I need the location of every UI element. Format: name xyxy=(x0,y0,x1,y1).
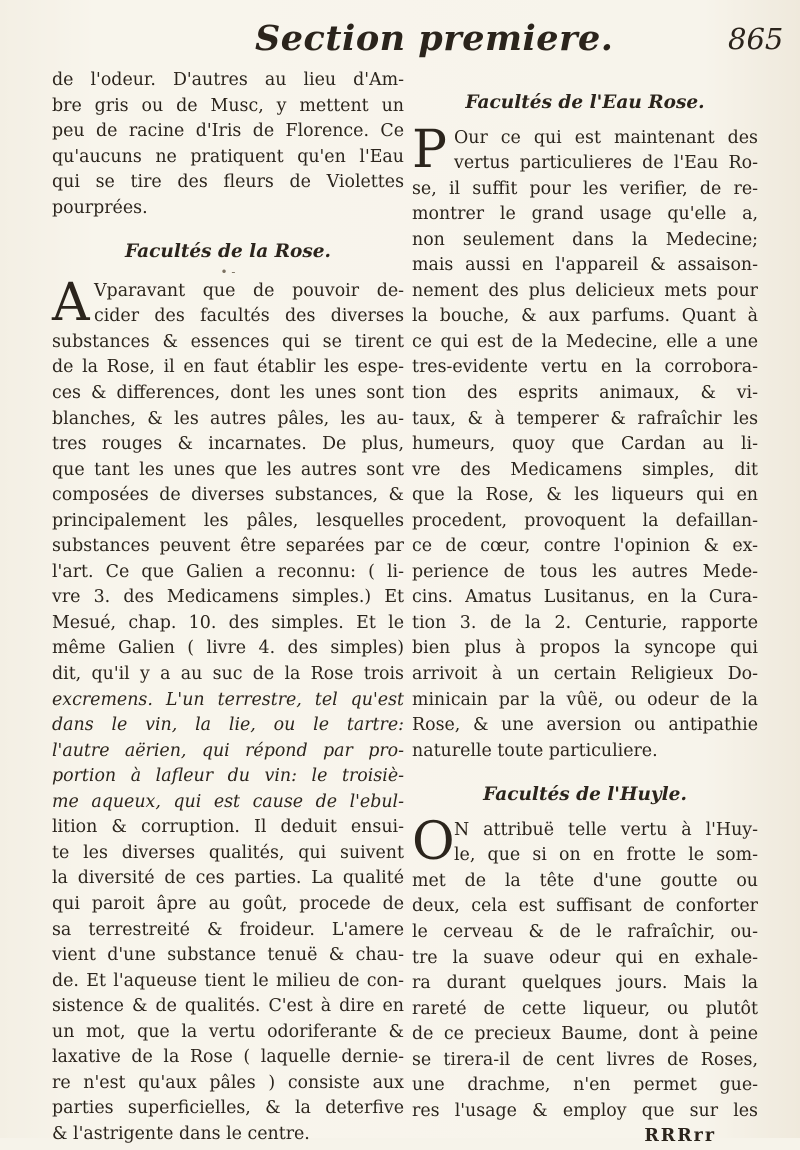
text-line: dit, qu'il y a au suc de la Rose trois xyxy=(52,664,404,685)
text-line: composées de diverses substances, & xyxy=(52,485,404,506)
text-line: vre des Medicamens simples, dit xyxy=(412,459,758,480)
text-line: de l'odeur. D'autres au lieu d'Am- xyxy=(52,70,404,90)
text-line: perience de tous les autres Mede- xyxy=(412,561,758,582)
text-line: cins. Amatus Lusitanus, en la Cura- xyxy=(412,587,758,608)
text-line: nement des plus delicieux mets pour xyxy=(412,280,758,301)
text-line: dans le vin, la lie, ou le tartre: xyxy=(52,715,404,736)
ornament-mark: • - xyxy=(220,264,236,279)
paragraph-right-2 xyxy=(412,811,758,1150)
page-number: 865 xyxy=(728,22,784,56)
text-line: peu de racine d'Iris de Florence. Ce xyxy=(52,121,404,142)
text-line: naturelle toute particuliere. xyxy=(412,740,658,761)
section-heading-huyle: Facultés de l'Huyle. xyxy=(483,784,687,806)
text-line: tre la suave odeur qui en exhale- xyxy=(412,947,758,968)
text-line: pourprées. xyxy=(52,197,148,218)
text-line: bre gris ou de Musc, y mettent un xyxy=(52,95,404,116)
paragraph-right-1 xyxy=(412,119,758,765)
text-line: ra durant quelques jours. Mais la xyxy=(412,973,758,994)
text-line: le, que si on en frotte le som- xyxy=(454,845,758,866)
left-column xyxy=(52,68,404,1147)
text-line: de la Rose, il en faut établir les espe- xyxy=(52,357,404,378)
paragraph-left-1 xyxy=(52,68,404,221)
text-line: vertus particulieres de l'Eau Ro- xyxy=(454,153,758,174)
text-line: que tant les unes que les autres sont xyxy=(52,459,404,480)
text-line: l'art. Ce que Galien a reconnu: ( li- xyxy=(52,561,404,582)
text-line: ces & differences, dont les unes sont xyxy=(52,383,404,404)
text-line: Our ce qui est maintenant des xyxy=(454,127,758,148)
text-line: bien plus à propos la syncope qui xyxy=(412,638,758,659)
text-line: me aqueux, qui est cause de l'ebul- xyxy=(52,791,404,812)
text-line: tres rouges & incarnates. De plus, xyxy=(52,434,404,455)
text-line: sistence & de qualités. C'est à dire en xyxy=(52,996,404,1017)
text-line: tres-evidente vertu en la corrobora- xyxy=(412,357,758,378)
drop-capital: P xyxy=(412,119,447,180)
text-line: tion des esprits animaux, & vi- xyxy=(412,383,758,404)
drop-capital: A xyxy=(52,272,90,333)
text-line: l'autre aërien, qui répond par pro- xyxy=(52,740,404,761)
text-line: laxative de la Rose ( laquelle dernie- xyxy=(52,1047,404,1068)
paragraph-left-2 xyxy=(52,272,404,1148)
text-line: non seulement dans la Medecine; xyxy=(412,229,758,250)
text-line: taux, & à temperer & rafraîchir les xyxy=(412,408,758,429)
text-line: substances peuvent être separées par xyxy=(52,536,404,557)
text-line: deux, cela est suffisant de conforter xyxy=(412,896,758,917)
text-line: la bouche, & aux parfums. Quant à xyxy=(412,306,758,327)
section-heading-rose: Facultés de la Rose. xyxy=(125,241,331,263)
text-line: que la Rose, & les liqueurs qui en xyxy=(412,485,758,506)
text-line: tion 3. de la 2. Centurie, rapporte xyxy=(412,612,758,633)
text-line: re n'est qu'aux pâles ) consiste aux xyxy=(52,1072,404,1093)
text-line: lition & corruption. Il deduit ensui- xyxy=(52,817,404,838)
text-line: excremens. L'un terrestre, tel qu'est xyxy=(52,689,404,710)
text-line: se, il suffit pour les verifier, de re- xyxy=(412,178,758,199)
text-line: un mot, que la vertu odoriferante & xyxy=(52,1021,404,1042)
text-line: le cerveau & de le rafraîchir, ou- xyxy=(412,921,758,942)
drop-capital: O xyxy=(412,811,455,872)
text-line: sa terrestreité & froideur. L'amere xyxy=(52,919,404,940)
text-line: N attribuë telle vertu à l'Huy- xyxy=(454,819,758,840)
text-line: la diversité de ces parties. La qualité xyxy=(52,868,404,889)
text-line: de ce precieux Baume, dont à peine xyxy=(412,1024,758,1045)
text-line: procedent, provoquent la defaillan- xyxy=(412,510,758,531)
text-line: ce de cœur, contre l'opinion & ex- xyxy=(412,536,758,557)
text-line: Rose, & une aversion ou antipathie xyxy=(412,715,758,736)
text-line: une drachme, n'en permet gue- xyxy=(412,1075,758,1096)
text-line: Mesué, chap. 10. des simples. Et le xyxy=(52,612,404,633)
text-line: & l'astrigente dans le centre. xyxy=(52,1123,310,1144)
text-line: cider des facultés des diverses xyxy=(94,306,404,327)
running-head xyxy=(0,10,800,62)
text-line: met de la tête d'une goutte ou xyxy=(412,870,758,891)
text-line: substances & essences qui se tirent xyxy=(52,331,404,352)
text-line: res l'usage & employ que sur les xyxy=(412,1100,758,1121)
running-title: Section premiere. xyxy=(255,18,614,59)
text-line: rareté de cette liqueur, ou plutôt xyxy=(412,998,758,1019)
text-line: montrer le grand usage qu'elle a, xyxy=(412,204,758,225)
text-line: même Galien ( livre 4. des simples) xyxy=(52,638,404,659)
text-line: minicain par la vûë, ou odeur de la xyxy=(412,689,758,710)
text-line: vient d'une substance tenuë & chau- xyxy=(52,945,404,966)
text-line: arrivoit à un certain Religieux Do- xyxy=(412,664,758,685)
text-line: Vparavant que de pouvoir de- xyxy=(94,280,404,301)
text-line: se tirera-il de cent livres de Roses, xyxy=(412,1049,758,1070)
text-line: humeurs, quoy que Cardan au li- xyxy=(412,434,758,455)
text-line: te les diverses qualités, qui suivent xyxy=(52,842,404,863)
text-line: qui paroit âpre au goût, procede de xyxy=(52,893,404,914)
catchword: RRRrr xyxy=(644,1126,716,1147)
text-line: qu'aucuns ne pratiquent qu'en l'Eau xyxy=(52,146,404,167)
text-line: de. Et l'aqueuse tient le milieu de con- xyxy=(52,970,404,991)
text-line: mais aussi en l'appareil & assaison- xyxy=(412,255,758,276)
text-line: vre 3. des Medicamens simples.) Et xyxy=(52,587,404,608)
text-line: ce qui est de la Medecine, elle a une xyxy=(412,331,758,352)
section-heading-eau-rose: Facultés de l'Eau Rose. xyxy=(465,92,705,113)
text-line: portion à lafleur du vin: le troisiè- xyxy=(52,766,404,787)
text-line: parties superficielles, & la deterfive xyxy=(52,1098,404,1119)
text-line: principalement les pâles, lesquelles xyxy=(52,510,404,531)
text-line: qui se tire des fleurs de Violettes xyxy=(52,172,404,193)
right-column xyxy=(412,68,758,1150)
text-line: blanches, & les autres pâles, les au- xyxy=(52,408,404,429)
